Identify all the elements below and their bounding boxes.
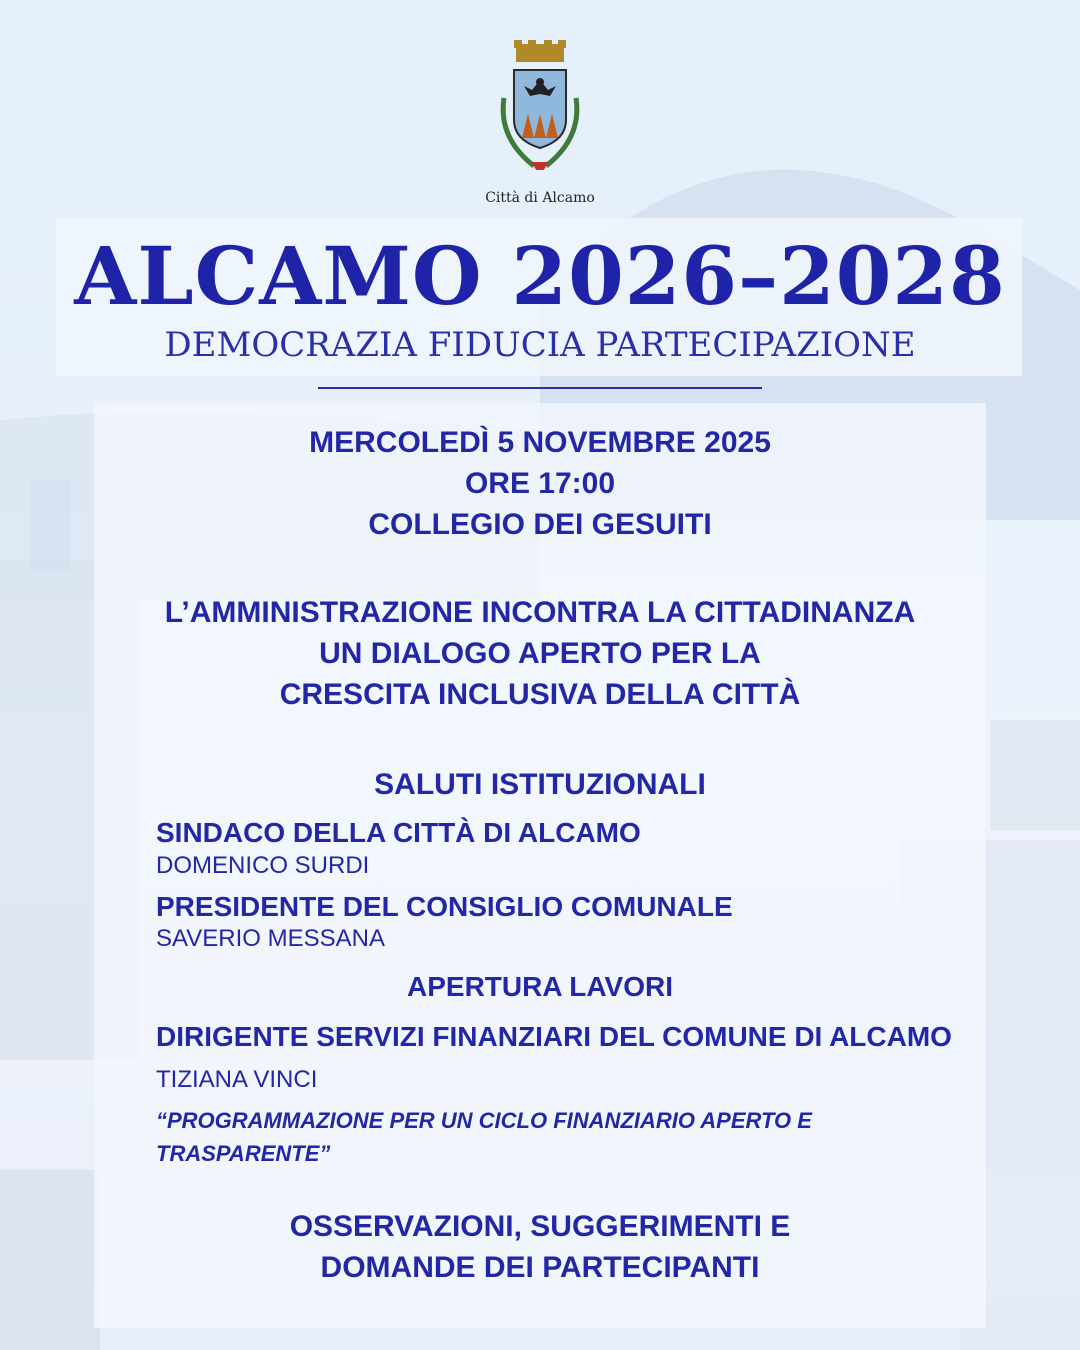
coat-of-arms-icon xyxy=(490,38,590,178)
event-intro xyxy=(0,592,1080,715)
page-title: ALCAMO 2026–2028 xyxy=(74,229,1006,323)
speaker-role: DIRIGENTE SERVIZI FINANZIARI DEL COMUNE DI ALCAMO xyxy=(156,1021,952,1052)
closing-text xyxy=(0,1206,1080,1288)
opening-heading: APERTURA LAVORI xyxy=(407,971,673,1002)
speaker-name: TIZIANA VINCI xyxy=(156,1066,318,1093)
speaker-role: SINDACO DELLA CITTÀ DI ALCAMO xyxy=(156,817,641,848)
event-venue: COLLEGIO DEI GESUITI xyxy=(368,508,712,541)
logo-caption: Città di Alcamo xyxy=(485,190,595,206)
intro-line: L’AMMINISTRAZIONE INCONTRA LA CITTADINANZA xyxy=(164,596,916,629)
speaker-role: PRESIDENTE DEL CONSIGLIO COMUNALE xyxy=(156,891,733,922)
intro-line: UN DIALOGO APERTO PER LA xyxy=(319,637,761,670)
intro-line: CRESCITA INCLUSIVA DELLA CITTÀ xyxy=(279,678,801,711)
event-details xyxy=(0,422,1080,545)
divider xyxy=(318,387,762,389)
closing-line: OSSERVAZIONI, SUGGERIMENTI E xyxy=(289,1210,791,1243)
talk-title: “PROGRAMMAZIONE PER UN CICLO FINANZIARIO APERTO E TRASPARENTE” xyxy=(156,1108,812,1166)
page-subtitle: DEMOCRAZIA FIDUCIA PARTECIPAZIONE xyxy=(164,325,916,365)
greetings-heading: SALUTI ISTITUZIONALI xyxy=(374,768,706,801)
event-date: MERCOLEDÌ 5 NOVEMBRE 2025 xyxy=(309,426,771,459)
closing-line: DOMANDE DEI PARTECIPANTI xyxy=(320,1251,760,1284)
speaker-name: SAVERIO MESSANA xyxy=(156,925,385,952)
speaker-name: DOMENICO SURDI xyxy=(156,852,370,879)
event-time: ORE 17:00 xyxy=(464,467,616,500)
